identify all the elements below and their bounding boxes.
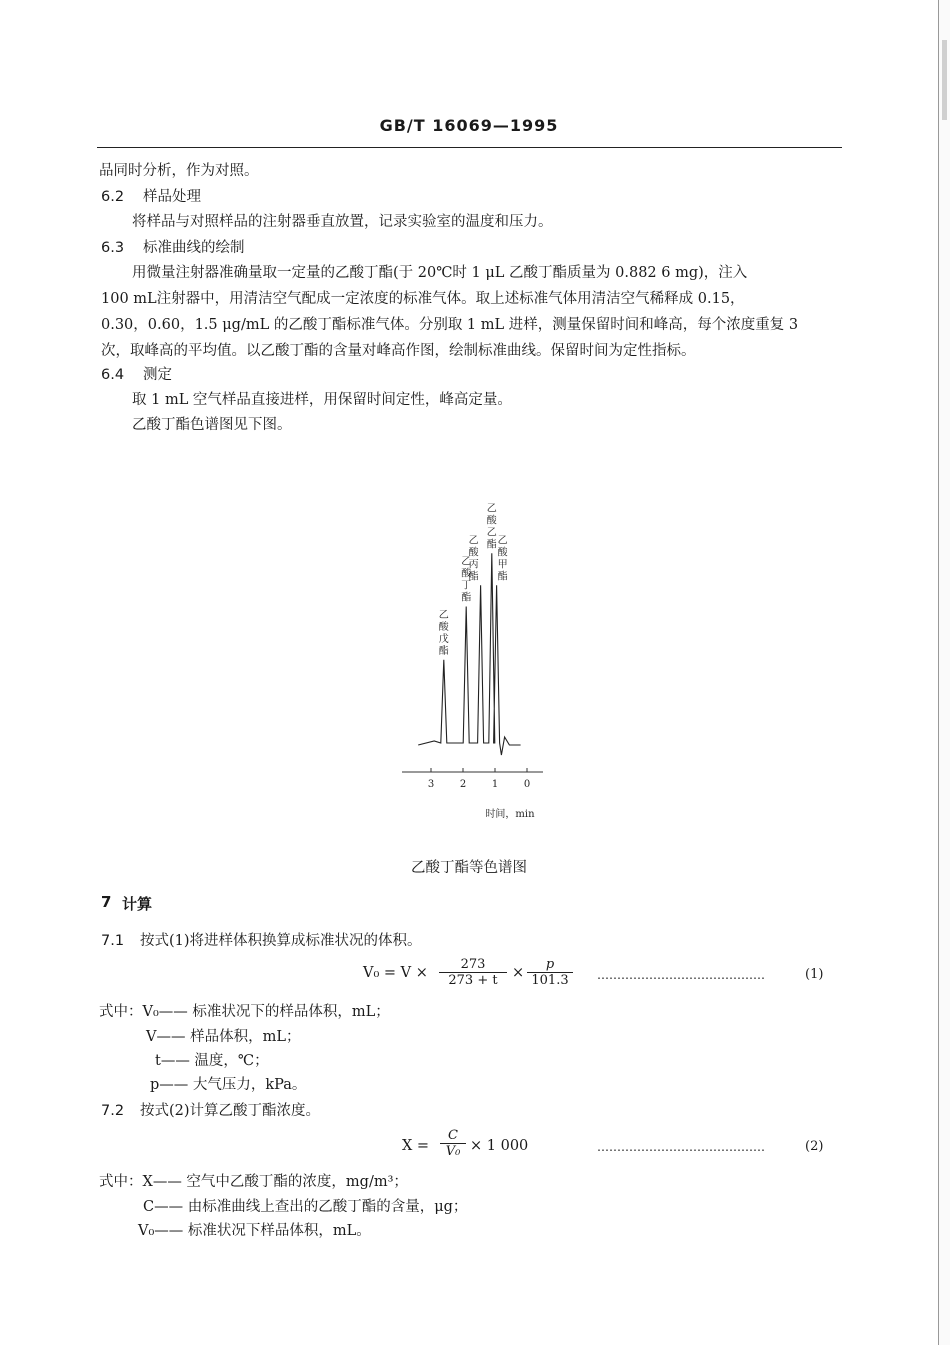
eq1-fraction-1: [439, 957, 507, 989]
section-6-4-number: 6.4: [101, 367, 125, 383]
section-7-1-text: 按式(1)将进样体积换算成标准状况的体积。: [140, 933, 422, 949]
where2-line-1: 式中：X—— 空气中乙酸丁酯的浓度，mg/m³；: [99, 1174, 408, 1190]
section-6-3-line-1: 用微量注射器准确量取一定量的乙酸丁酯(于 20℃时 1 μL 乙酸丁酯质量为 0.882 6 mg)，注入: [132, 265, 748, 281]
where1-line-2: V—— 样品体积，mL；: [146, 1029, 301, 1045]
eq2-frac-den: V₀: [445, 1144, 461, 1159]
peak-label: 乙酸丙酯: [468, 535, 479, 583]
where1-line-4: p—— 大气压力，kPa。: [150, 1077, 307, 1093]
section-6-2-title: 样品处理: [143, 189, 201, 205]
continuation-line: 品同时分析，作为对照。: [99, 163, 259, 179]
where1-line-1: 式中：V₀—— 标准状况下的样品体积，mL；: [99, 1004, 390, 1020]
peak-label: 乙酸乙酯: [486, 503, 497, 551]
section-6-4-text-1: 取 1 mL 空气样品直接进样，用保留时间定性，峰高定量。: [132, 392, 512, 408]
eq2-lhs: X =: [402, 1138, 430, 1154]
eq1-frac1-num: 273: [439, 957, 507, 973]
scan-edge-mark: [942, 40, 947, 120]
figure-caption: 乙酸丁酯等色谱图: [411, 860, 527, 876]
eq1-frac1-den: 273 + t: [448, 973, 498, 988]
section-7-2-number: 7.2: [101, 1103, 125, 1119]
eq2-number: (2): [805, 1139, 824, 1154]
eq1-frac2-den: 101.3: [531, 973, 569, 988]
section-7-2-text: 按式(2)计算乙酸丁酯浓度。: [140, 1103, 321, 1119]
page-edge: [938, 0, 950, 1345]
x-tick-label: 1: [491, 779, 499, 790]
peak-label: 乙酸戊酯: [438, 609, 449, 657]
section-7-1-number: 7.1: [101, 933, 125, 949]
eq2-leader-dots: ……………………………………: [597, 1140, 765, 1154]
eq1-fraction-2: [527, 957, 573, 989]
section-6-4-text-2: 乙酸丁酯色谱图见下图。: [132, 417, 292, 433]
section-6-3-line-3: 0.30，0.60，1.5 μg/mL 的乙酸丁酯标准气体。分别取 1 mL 进样，测量保留时间和峰高，每个浓度重复 3: [101, 317, 799, 333]
where1-line-3: t—— 温度，℃；: [155, 1053, 269, 1069]
header-rule: [97, 147, 842, 148]
eq1-times: ×: [512, 965, 525, 981]
section-6-2-text: 将样品与对照样品的注射器垂直放置，记录实验室的温度和压力。: [132, 214, 553, 230]
where2-line-3: V₀—— 标准状况下样品体积，mL。: [138, 1223, 371, 1239]
eq1-frac2-num: p: [527, 957, 573, 973]
x-axis-label: 时间，min: [485, 809, 535, 820]
peak-label: 乙酸丁酯: [461, 556, 472, 604]
eq1-lhs: V₀ = V ×: [363, 965, 428, 981]
eq1-number: (1): [805, 967, 824, 982]
peak-label: 乙酸甲酯: [497, 535, 508, 583]
section-6-3-line-4: 次，取峰高的平均值。以乙酸丁酯的含量对峰高作图，绘制标准曲线。保留时间为定性指标。: [101, 343, 696, 359]
section-7-title: 计算: [122, 895, 153, 913]
page-header: GB/T 16069—1995: [379, 116, 559, 135]
eq2-frac-num: C: [440, 1128, 466, 1144]
section-6-4-title: 测定: [143, 367, 172, 383]
x-tick-label: 3: [427, 779, 435, 790]
x-tick-label: 0: [523, 779, 531, 790]
x-tick-label: 2: [459, 779, 467, 790]
eq1-leader-dots: ……………………………………: [597, 968, 765, 982]
section-6-3-line-2: 100 mL注射器中，用清洁空气配成一定浓度的标准气体。取上述标准气体用清洁空气稀释成 0.15，: [101, 291, 745, 307]
section-6-2-number: 6.2: [101, 189, 125, 205]
eq2-fraction: [440, 1128, 466, 1160]
section-7-number: 7: [101, 893, 112, 911]
section-6-3-title: 标准曲线的绘制: [143, 240, 245, 256]
chromatogram-chart: [380, 470, 580, 830]
eq2-rhs: × 1 000: [470, 1138, 529, 1154]
section-6-3-number: 6.3: [101, 240, 125, 256]
where2-line-2: C—— 由标准曲线上查出的乙酸丁酯的含量，μg；: [143, 1199, 468, 1215]
